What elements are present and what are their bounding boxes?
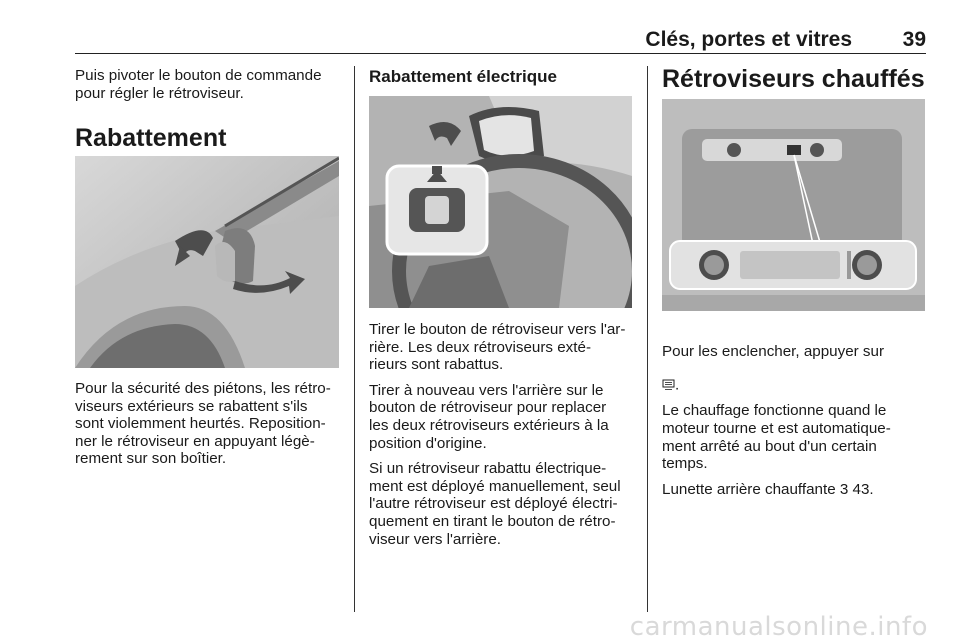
heated-rear-window-icon	[662, 360, 675, 372]
intro-paragraph: Puis pivoter le bouton de commande pour régler le rétroviseur.	[75, 67, 322, 102]
section-title: Clés, portes et vitres	[645, 28, 852, 51]
column-divider-2	[647, 66, 648, 612]
heading-retroviseurs-chauffes: Rétroviseurs chauffés	[662, 65, 925, 93]
column-1	[75, 65, 345, 152]
heated-mirror-text-before: Pour les enclencher, appuyer sur	[662, 342, 885, 360]
figure-electric-folding-button	[369, 96, 632, 308]
column-1-body	[75, 380, 350, 476]
heading-rabattement-electrique: Rabattement électrique	[369, 67, 557, 86]
rabattement-paragraph: Pour la sécurité des piétons, les rétro- viseurs extérieurs se rabattent s'ils sont violemment heurtés. Reposition- ner le rétroviseur en appuyant légè- rement sur son boîtier.	[75, 380, 331, 468]
heated-mirror-text-after: .	[675, 376, 680, 394]
watermark: carmanualsonline.info	[629, 612, 928, 642]
page-header	[75, 29, 926, 54]
heated-mirror-paragraph-2: Le chauffage fonctionne quand le moteur tourne et est automatique- ment arrêté au bout d'un certain temps.	[662, 402, 891, 473]
electric-folding-paragraph-3: Si un rétroviseur rabattu électrique- ment est déployé manuellement, seul l'autre rétroviseur est déployé électri- quement en tirant le bouton de rétro- viseur vers l'arrière.	[369, 460, 621, 548]
column-2	[369, 65, 639, 87]
column-divider-1	[354, 66, 355, 612]
electric-folding-paragraph-2: Tirer à nouveau vers l'arrière sur le bouton de rétroviseur pour replacer les deux rétroviseurs extérieurs à la position d'origine.	[369, 381, 609, 452]
electric-folding-paragraph-1: Tirer le bouton de rétroviseur vers l'ar- rière. Les deux rétroviseurs exté- rieurs sont rabattus.	[369, 321, 626, 374]
figure-heated-mirror-control	[662, 99, 925, 311]
column-3-body	[662, 325, 932, 506]
heated-mirror-paragraph-1	[662, 325, 932, 394]
heated-mirror-paragraph-3: Lunette arrière chauffante 3 43.	[662, 480, 874, 498]
page-number: 39	[902, 28, 926, 51]
heading-rabattement: Rabattement	[75, 124, 227, 153]
figure-folding-mirror	[75, 156, 339, 368]
column-3	[662, 65, 926, 93]
column-2-body	[369, 321, 644, 556]
